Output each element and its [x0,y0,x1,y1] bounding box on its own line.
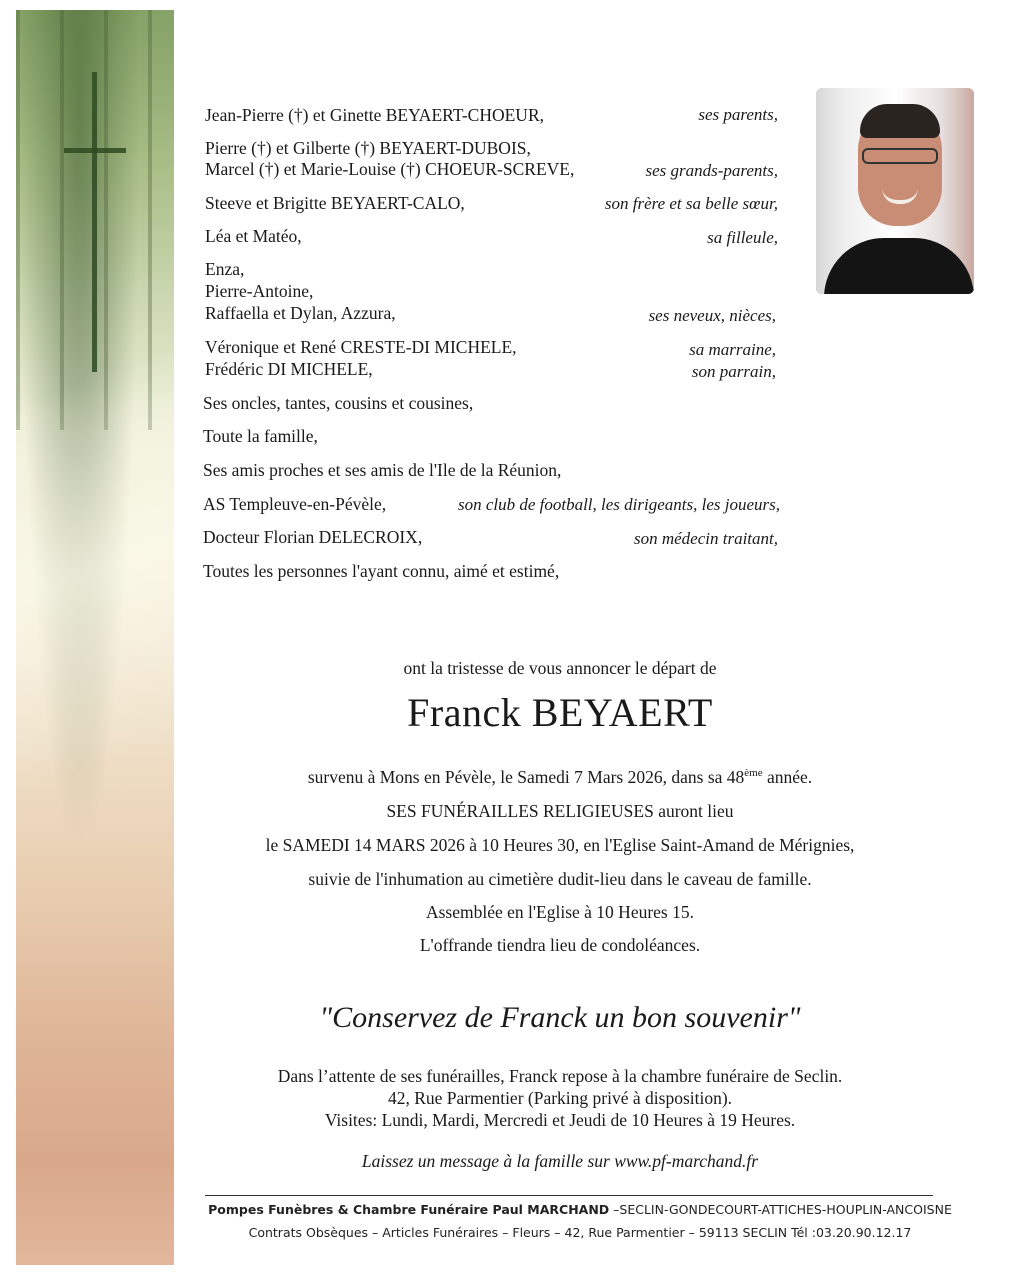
guestbook-message: Laissez un message à la famille sur www.pf-marchand.fr [361,1151,759,1171]
family-names-nephew-3: Raffaella et Dylan, Azzura, [205,303,396,323]
family-role-godmother: sa marraine, [689,340,776,359]
burial-details: suivie de l'inhumation au cimetière dudit-lieu dans le caveau de famille. [308,869,812,889]
family-names-nephew-1: Enza, [205,259,245,279]
family-names-goddaughter: Léa et Matéo, [205,226,302,246]
family-role-grandparents: ses grands-parents, [645,161,778,180]
family-role-doctor: son médecin traitant, [633,529,778,548]
assembly-time: Assemblée en l'Eglise à 10 Heures 15. [425,902,694,922]
funeral-title: SES FUNÉRAILLES RELIGIEUSES auront lieu [386,801,734,821]
footer-divider [205,1195,933,1196]
death-details-end: année. [766,767,813,787]
visit-address: 42, Rue Parmentier (Parking privé à disposition). [387,1088,733,1108]
death-details [180,766,940,788]
footer-company-name: Pompes Funèbres & Chambre Funéraire Paul MARCHAND [208,1202,610,1217]
family-names-uncles: Ses oncles, tantes, cousins et cousines, [203,393,474,413]
family-names-godfather: Frédéric DI MICHELE, [205,359,373,379]
family-role-nephews: ses neveux, nièces, [648,306,776,325]
family-names-grandparents-1: Pierre (†) et Gilberte (†) BEYAERT-DUBOIS, [205,138,531,158]
family-role-godfather: son parrain, [691,362,776,381]
family-names-nephew-2: Pierre-Antoine, [205,281,314,301]
cross-icon-bar [64,148,126,153]
offering-note: L'offrande tiendra lieu de condoléances. [419,935,701,955]
family-names-whole-family: Toute la famille, [203,426,318,446]
family-names-brother: Steeve et Brigitte BEYAERT-CALO, [205,193,465,213]
family-names-friends: Ses amis proches et ses amis de l'Ile de la Réunion, [203,460,562,480]
family-names-football-club: AS Templeuve-en-Pévèle, [203,494,387,514]
family-role-football-club: son club de football, les dirigeants, les joueurs, [457,495,780,514]
death-details-text: survenu à Mons en Pévèle, le Samedi 7 Mars 2026, dans sa 48 [307,767,745,787]
forest-path-banner [16,10,174,1265]
family-role-parents: ses parents, [698,105,778,124]
footer-services: Contrats Obsèques – Articles Funéraires – Fleurs – 42, Rue Parmentier – 59113 SECLIN Tél :03.20.90.12.17 [248,1225,912,1240]
footer-company-locations: –SECLIN-GONDECOURT-ATTICHES-HOUPLIN-ANCOISNE [609,1202,952,1217]
death-details-ordinal: ème [744,767,763,780]
deceased-name: Franck BEYAERT [407,690,713,735]
announcement-intro: ont la tristesse de vous annoncer le départ de [403,658,717,678]
family-role-goddaughter: sa filleule, [707,228,778,247]
family-names-doctor: Docteur Florian DELECROIX, [203,527,423,547]
visit-hours: Visites: Lundi, Mardi, Mercredi et Jeudi de 10 Heures à 19 Heures. [324,1110,796,1130]
family-names-acquaintances: Toutes les personnes l'ayant connu, aimé et estimé, [203,561,560,581]
memorial-quote: "Conservez de Franck un bon souvenir" [319,1001,801,1034]
funeral-date: le SAMEDI 14 MARS 2026 à 10 Heures 30, en l'Eglise Saint-Amand de Mérignies, [265,835,855,855]
family-names-parents: Jean-Pierre (†) et Ginette BEYAERT-CHOEUR, [205,105,544,125]
footer-company [180,1201,980,1219]
deceased-portrait-photo [816,88,974,294]
family-names-godmother: Véronique et René CRESTE-DI MICHELE, [205,337,517,357]
family-names-grandparents-2: Marcel (†) et Marie-Louise (†) CHOEUR-SCREVE, [205,159,575,179]
visit-location: Dans l’attente de ses funérailles, Franck repose à la chambre funéraire de Seclin. [277,1066,843,1086]
cross-icon [92,72,97,372]
family-role-brother: son frère et sa belle sœur, [604,194,778,213]
